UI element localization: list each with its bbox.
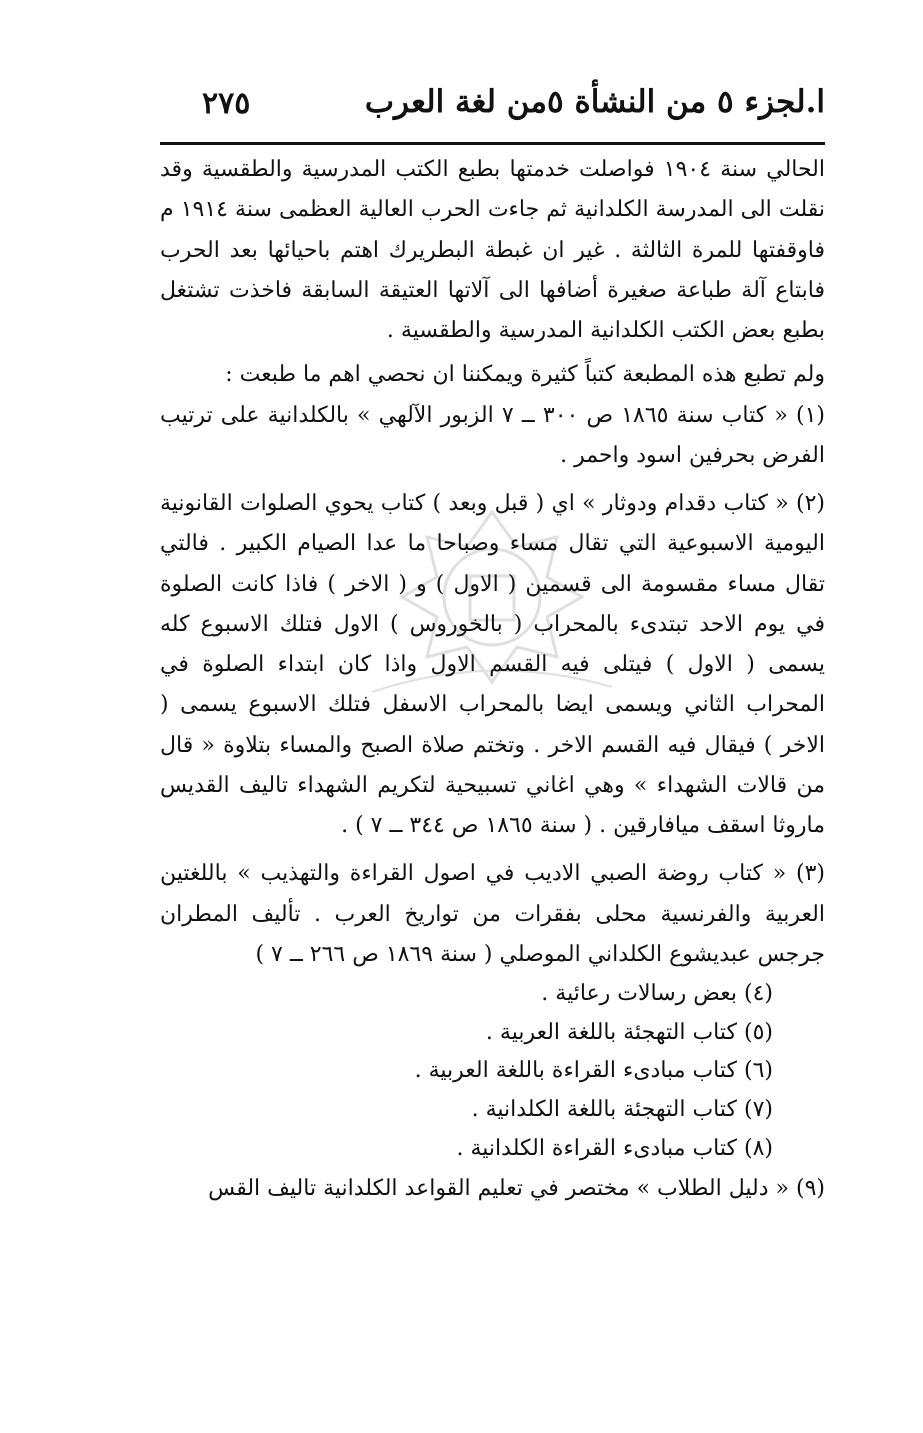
list-item-6: (٦) كتاب مبادىء القراءة باللغة العربية . (414, 1058, 773, 1084)
body-text (160, 150, 825, 1209)
paragraph-item-9: (٩) « دليل الطلاب » مختصر في تعليم القواعد الكلدانية تاليف القس (208, 1175, 825, 1201)
page-header (160, 78, 825, 136)
paragraph-item-3: (٣) « كتاب روضة الصبي الاديب في اصول القراءة والتهذيب » باللغتين العربية والفرنسية محلى بفقرات من تواريخ العرب . تأليف المطران جرجس عبديشوع الكلداني الموصلي ( سنة ١٨٦٩ ص ٢٦٦ ــ ٧ ) (160, 861, 825, 967)
running-title: ا.لجزء ٥ من النشأة ٥من لغة العرب (364, 84, 825, 120)
page-number: ٢٧٥ (202, 86, 251, 121)
paragraph-item-1: (١) « كتاب سنة ١٨٦٥ ص ٣٠٠ ــ ٧ الزبور الآلهي » بالكلدانية على ترتيب الفرض بحرفين اسود واحمر . (160, 402, 825, 468)
header-rule (160, 142, 825, 145)
list-item-8: (٨) كتاب مبادىء القراءة الكلدانية . (456, 1135, 773, 1161)
list-item-4: (٤) بعض رسالات رعائية . (541, 981, 773, 1006)
paragraph-item-2: (٢) « كتاب دقدام ودوثار » اي ( قبل وبعد ) كتاب يحوي الصلوات القانونية اليومية الاسبوعية التي تقال مساء وصباحا ما عدا الصيام الكبير . فالتي تقال مساء مقسومة الى قسمين ( الاول ) و ( الاخر ) فاذا كانت الصلوة في يوم الاحد تبتدىء بالمحراب ( بالخوروس ) الاول فتلك الاسبوع كله يسمى ( الاول ) فيتلى فيه القسم الاول واذا كان ابتداء الصلوة في المحراب الثاني ويسمى ايضا بالمحراب الاسفل فتلك الاسبوع يسمى ( الاخر ) فيقال فيه القسم الاخر . وتختم صلاة الصبح والمساء بتلاوة « قال من قالات الشهداء » وهي اغاني تسبيحية لتكريم الشهداء تاليف القديس ماروثا اسقف ميافارقين . ( سنة ١٨٦٥ ص ٣٤٤ ــ ٧ ) . (160, 491, 825, 838)
paragraph-intro-list: ولم تطبع هذه المطبعة كتباً كثيرة ويمكننا ان نحصي اهم ما طبعت : (225, 362, 825, 388)
paragraph-press-history: الحالي سنة ١٩٠٤ فواصلت خدمتها بطبع الكتب المدرسية والطقسية وقد نقلت الى المدرسة الكلدانية ثم جاءت الحرب العالية العظمى سنة ١٩١٤ م فاوقفتها للمرة الثالثة . غير ان غبطة البطريرك اهتم باحيائها بعد الحرب فابتاع آلة طباعة صغيرة أضافها الى آلاتها العتيقة السابقة فاخذت تشتغل بطبع بعض الكتب الكلدانية المدرسية والطقسية . (160, 157, 825, 343)
list-item-5: (٥) كتاب التهجئة باللغة العربية . (485, 1019, 773, 1045)
list-item-7: (٧) كتاب التهجئة باللغة الكلدانية . (471, 1097, 773, 1123)
